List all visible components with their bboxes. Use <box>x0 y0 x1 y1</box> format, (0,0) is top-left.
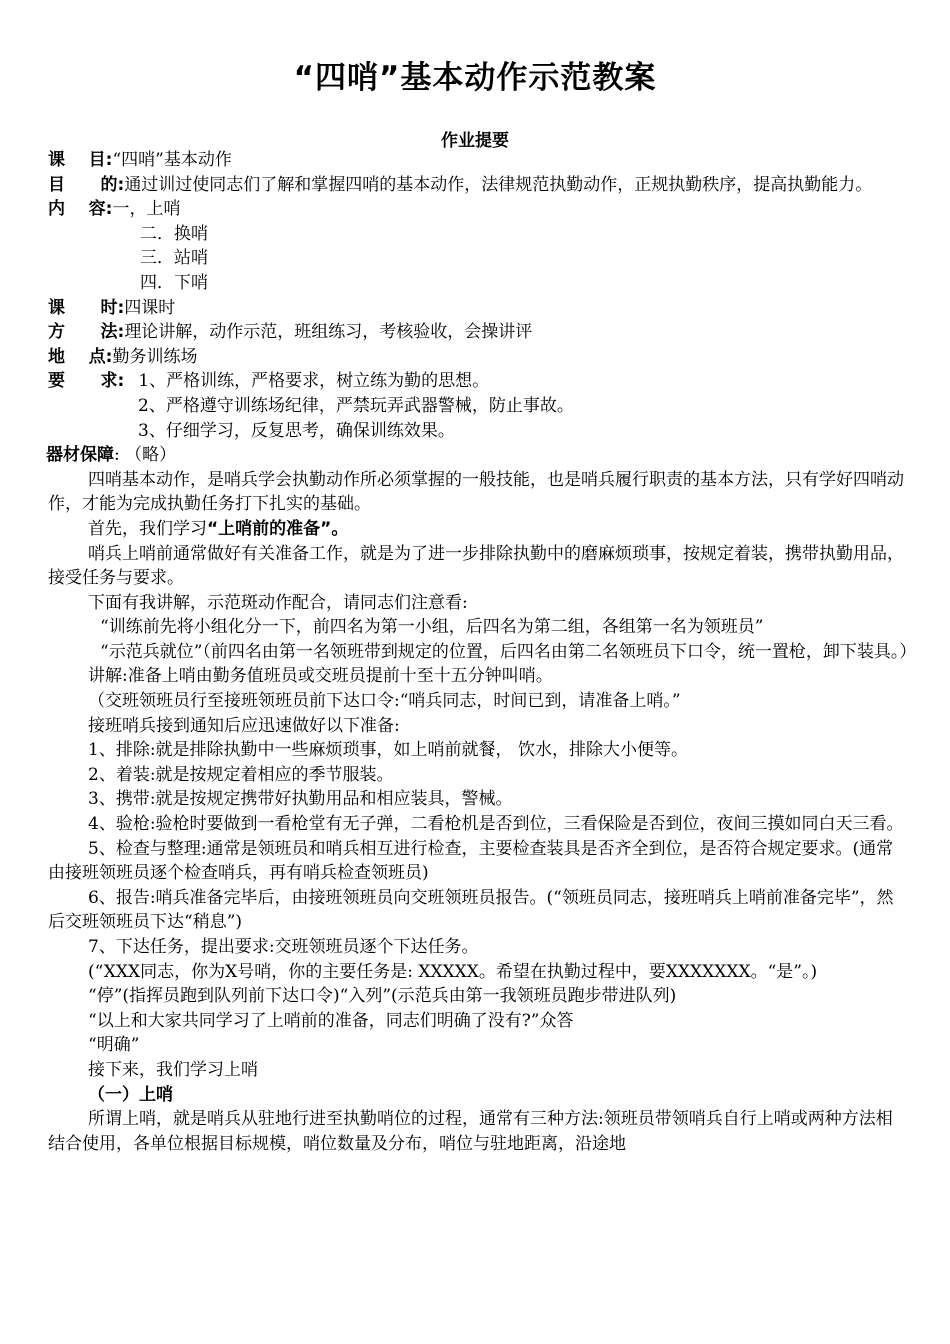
field-value: 一，上哨 <box>112 199 181 220</box>
paragraph: “明确” <box>88 1035 140 1056</box>
field-label: 目 的: <box>48 174 125 195</box>
field-value: 1、严格训练，严格要求，树立练为勤的思想。 <box>138 371 490 392</box>
paragraph: 哨兵上哨前通常做好有关准备工作，就是为了进一步排除执勤中的磨麻烦琐事，按规定着装，携带执勤用品，接受任务与要求。 <box>48 543 904 589</box>
paragraph: “停”(指挥员跑到队列前下达口令)“入列”(示范兵由第一我领班员跑步带进队列) <box>88 986 677 1007</box>
paragraph: 下面有我讲解，示范斑动作配合，请同志们注意看: <box>88 592 468 613</box>
field-label: 地 点: <box>48 346 113 367</box>
paragraph-text: 首先，我们学习 <box>88 518 207 539</box>
paragraph: (“XXX同志，你为X号哨，你的主要任务是: XXXXX。希望在执勤过程中，要XXXXXXX。“是”。) <box>88 961 818 982</box>
field-label: 器材保障 <box>46 445 114 466</box>
page-title: “四哨”基本动作示范教案 <box>293 60 657 96</box>
requirement-item: 3、仔细学习，反复思考，确保训练效果。 <box>138 420 455 441</box>
paragraph: 3、携带:就是按规定携带好执勤用品和相应装具，警械。 <box>88 789 513 810</box>
field-content <box>48 197 908 222</box>
paragraph: 讲解:准备上哨由勤务值班员或交班员提前十至十五分钟叫哨。 <box>88 666 553 687</box>
paragraph: 4、验枪:验枪时要做到一看枪堂有无子弹，二看枪机是否到位，三看保险是否到位，夜间三摸如同白天三看。 <box>88 814 904 835</box>
paragraph: 1、排除:就是排除执勤中一些麻烦琐事，如上哨前就餐， 饮水，排除大小便等。 <box>88 740 688 761</box>
paragraph: “训练前先将小组化分一下，前四名为第一小组，后四名为第二组，各组第一名为领班员” <box>100 617 764 638</box>
field-label: 课 目: <box>48 150 113 170</box>
paragraph <box>48 517 908 542</box>
paragraph: 5、检查与整理:通常是领班员和哨兵相互进行检查，主要检查装具是否齐全到位，是否符合规定要求。(通常由接班领班员逐个检查哨兵，再有哨兵检查领班员) <box>48 838 894 884</box>
field-label: 要 求: <box>48 371 125 392</box>
field-method <box>48 320 908 345</box>
field-label: 内 容: <box>48 199 113 220</box>
paragraph: 接下来，我们学习上哨 <box>88 1059 258 1080</box>
section-heading: （一）上哨 <box>88 1084 173 1105</box>
field-hours <box>48 296 908 321</box>
field-place <box>48 345 908 370</box>
field-equipment <box>48 443 908 468</box>
paragraph: 7、下达任务，提出要求:交班领班员逐个下达任务。 <box>88 937 479 957</box>
paragraph: 所谓上哨，就是哨兵从驻地行进至执勤哨位的过程，通常有三种方法:领班员带领哨兵自行上哨或两种方法相结合使用，各单位根据目标规模，哨位数量及分布，哨位与驻地距离，沿途地 <box>48 1109 893 1154</box>
content-item: 三．站哨 <box>140 248 208 269</box>
field-value: 四课时 <box>124 297 176 318</box>
field-value: 理论讲解，动作示范，班组练习，考核验收，会操讲评 <box>124 322 533 343</box>
field-label: 课 时: <box>48 297 125 318</box>
paragraph: “示范兵就位”（前四名由第一名领班带到规定的位置，后四名由第二名领班员下口令，统一置枪，卸下装具。） <box>100 641 917 662</box>
paragraph: 接班哨兵接到通知后应迅速做好以下准备: <box>88 715 400 736</box>
requirement-item: 2、严格遵守训练场纪律，严禁玩弄武器警械，防止事故。 <box>138 395 574 416</box>
field-value: 通过训过使同志们了解和掌握四哨的基本动作，法律规范执勤动作，正规执勤秩序，提高执勤能力。 <box>124 174 873 195</box>
paragraph: 四哨基本动作，是哨兵学会执勤动作所必须掌握的一般技能，也是哨兵履行职责的基本方法，只有学好四哨动作，才能为完成执勤任务打下扎实的基础。 <box>48 469 904 515</box>
document-body <box>46 148 917 1156</box>
content-item: 二．换哨 <box>140 223 208 244</box>
bold-topic: “上哨前的准备”。 <box>207 518 349 539</box>
field-value: : （略） <box>114 445 177 466</box>
field-requirements <box>48 369 908 394</box>
field-value: 勤务训练场 <box>112 346 198 367</box>
field-label: 方 法: <box>48 322 125 343</box>
content-item: 四．下哨 <box>140 272 208 293</box>
paragraph: “以上和大家共同学习了上哨前的准备，同志们明确了没有?”众答 <box>88 1010 574 1031</box>
field-purpose <box>48 173 908 198</box>
section-subtitle: 作业提要 <box>441 131 509 151</box>
paragraph: 2、着装:就是按规定着相应的季节服装。 <box>88 764 394 785</box>
field-course <box>48 148 908 173</box>
field-value: “四哨”基本动作 <box>112 150 232 170</box>
paragraph: （交班领班员行至接班领班员前下达口令:“哨兵同志，时间已到，请准备上哨。” <box>88 691 681 712</box>
paragraph: 6、报告:哨兵准备完毕后，由接班领班员向交班领班员报告。(“领班员同志，接班哨兵上哨前准备完毕”，然后交班领班员下达“稍息”) <box>48 887 894 933</box>
